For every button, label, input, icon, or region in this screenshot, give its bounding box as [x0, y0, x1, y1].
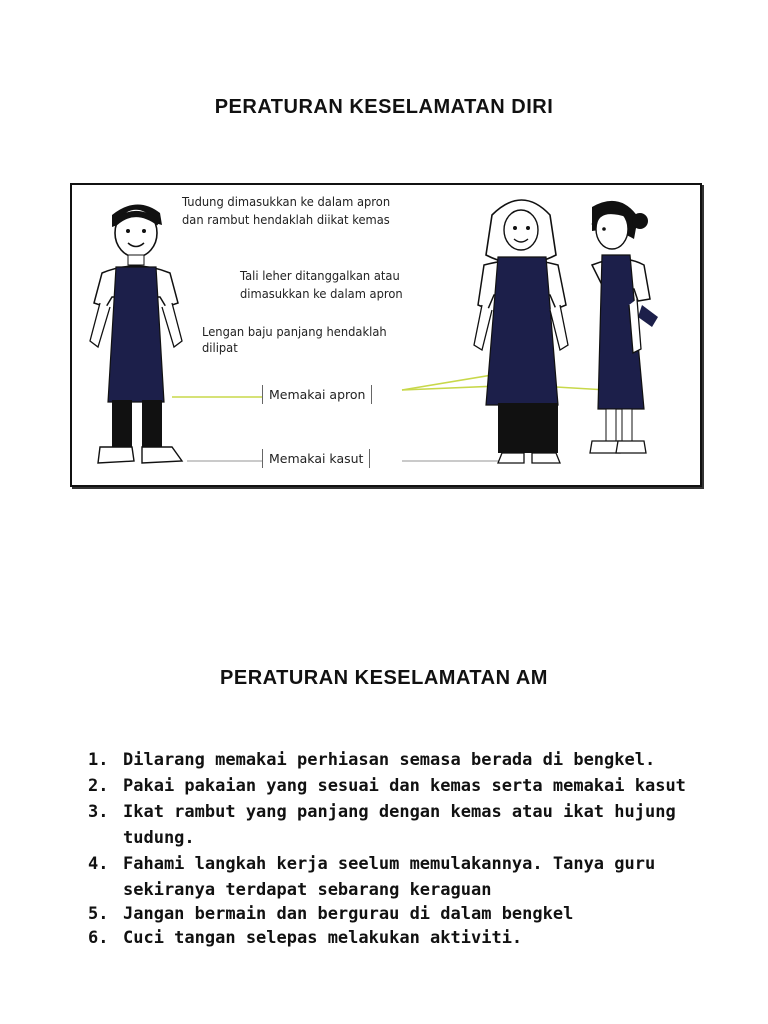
label-tudung-line2: dan rambut hendaklah diikat kemas [182, 212, 390, 227]
girl-profile-figure [590, 201, 658, 453]
list-item [88, 901, 728, 927]
page-title-general-safety: PERATURAN KESELAMATAN AM [220, 667, 548, 689]
label-memakai-apron: Memakai apron [262, 385, 372, 404]
general-safety-rules-list [88, 747, 728, 951]
list-item [88, 799, 728, 851]
label-memakai-kasut: Memakai kasut [262, 449, 370, 468]
rule-number: 5. [88, 904, 109, 924]
rule-number: 6. [88, 928, 109, 948]
list-item [88, 925, 728, 951]
label-lengan-line2: dilipat [202, 340, 238, 355]
rule-number: 2. [88, 776, 109, 796]
rule-text: Fahami langkah kerja seelum memulakannya. Tanya guru sekiranya terdapat sebarang keraguan [123, 854, 656, 900]
list-item [88, 851, 728, 903]
rule-number: 1. [88, 750, 109, 770]
boy-figure [90, 204, 182, 463]
girl-tudung-figure [474, 200, 568, 463]
rule-text: Pakai pakaian yang sesuai dan kemas serta memakai kasut [123, 776, 686, 796]
rule-text: Dilarang memakai perhiasan semasa berada di bengkel. [123, 750, 656, 770]
rule-text: Ikat rambut yang panjang dengan kemas atau ikat hujung tudung. [123, 802, 676, 848]
label-tudung-line1: Tudung dimasukkan ke dalam apron [182, 194, 391, 209]
safety-attire-illustration [70, 183, 702, 487]
label-tali-line2: dimasukkan ke dalam apron [240, 286, 403, 301]
rule-number: 4. [88, 854, 109, 874]
label-lengan-line1: Lengan baju panjang hendaklah [202, 324, 387, 339]
rule-number: 3. [88, 802, 109, 822]
page-title-personal-safety: PERATURAN KESELAMATAN DIRI [214, 96, 554, 118]
list-item [88, 773, 728, 799]
rule-text: Cuci tangan selepas melakukan aktiviti. [123, 928, 523, 948]
label-tali-line1: Tali leher ditanggalkan atau [240, 268, 400, 283]
rule-text: Jangan bermain dan bergurau di dalam bengkel [123, 904, 574, 924]
list-item [88, 747, 728, 773]
